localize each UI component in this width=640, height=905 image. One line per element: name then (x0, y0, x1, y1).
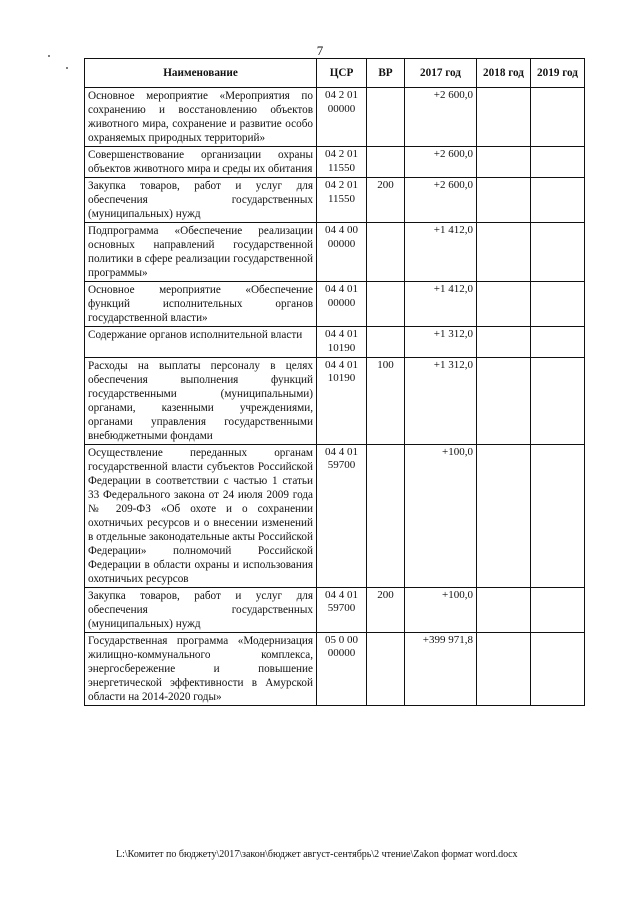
row-name: Государственная программа «Модернизация жилищно-коммунального комплекса, энергосбережение и повышение энергетической эффективности в Амурской области на 2014-2020 годы» (85, 632, 317, 705)
row-2017: +2 600,0 (405, 88, 477, 147)
header-csr: ЦСР (317, 59, 367, 88)
row-name: Совершенствование организации охраны объектов животного мира и среды их обитания (85, 147, 317, 178)
row-name: Закупка товаров, работ и услуг для обеспечения государственных (муниципальных) нужд (85, 587, 317, 632)
header-name: Наименование (85, 59, 317, 88)
table-row (85, 444, 585, 587)
row-vr (367, 223, 405, 282)
row-2018 (477, 444, 531, 587)
row-csr: 04 4 00 00000 (317, 223, 367, 282)
row-2018 (477, 178, 531, 223)
row-vr (367, 444, 405, 587)
table-row (85, 178, 585, 223)
row-2017: +2 600,0 (405, 178, 477, 223)
row-2019 (531, 357, 585, 444)
file-path-footer: L:\Комитет по бюджету\2017\закон\бюджет август-сентябрь\2 чтение\Zakon формат word.docx (116, 849, 518, 860)
row-vr: 200 (367, 587, 405, 632)
table-row (85, 147, 585, 178)
row-vr (367, 147, 405, 178)
row-csr: 04 4 01 10190 (317, 327, 367, 358)
row-2017: +1 312,0 (405, 357, 477, 444)
row-2019 (531, 587, 585, 632)
row-2017: +1 312,0 (405, 327, 477, 358)
table-row (85, 223, 585, 282)
row-2017: +100,0 (405, 444, 477, 587)
table-row (85, 587, 585, 632)
row-name: Осуществление переданных органам государственной власти субъектов Российской Федерации в соответствии с частью 1 статьи 33 Федерального закона от 24 июля 2009 года № 209-ФЗ «Об охоте и о сохранении охотничьих ресурсов и о внесении изменений в отдельные законодательные акты Российской Федерации» полномочий Российской Федерации в области охраны и использования охотничьих ресурсов (85, 444, 317, 587)
row-2017: +1 412,0 (405, 282, 477, 327)
row-2017: +2 600,0 (405, 147, 477, 178)
row-2019 (531, 223, 585, 282)
header-2018: 2018 год (477, 59, 531, 88)
table-row (85, 282, 585, 327)
row-vr (367, 282, 405, 327)
row-2019 (531, 632, 585, 705)
row-2018 (477, 632, 531, 705)
row-vr (367, 88, 405, 147)
row-2018 (477, 147, 531, 178)
row-2017: +100,0 (405, 587, 477, 632)
row-vr (367, 632, 405, 705)
row-2017: +1 412,0 (405, 223, 477, 282)
row-vr: 200 (367, 178, 405, 223)
row-name: Содержание органов исполнительной власти (85, 327, 317, 358)
budget-table (84, 58, 585, 706)
row-2019 (531, 327, 585, 358)
header-2019: 2019 год (531, 59, 585, 88)
row-csr: 04 2 01 00000 (317, 88, 367, 147)
row-csr: 04 2 01 11550 (317, 147, 367, 178)
row-name: Основное мероприятие «Мероприятия по сохранению и восстановлению объектов животного мира, сохранение и развитие особо охраняемых природных территорий» (85, 88, 317, 147)
row-csr: 04 4 01 59700 (317, 444, 367, 587)
row-csr: 04 4 01 10190 (317, 357, 367, 444)
row-name: Расходы на выплаты персоналу в целях обеспечения выполнения функций государственными (муниципальными) органами, казенными учреждениями, органами управления государственными внебюджетными фондами (85, 357, 317, 444)
row-vr: 100 (367, 357, 405, 444)
table-header-row (85, 59, 585, 88)
row-csr: 04 2 01 11550 (317, 178, 367, 223)
page-number: 7 (316, 43, 324, 58)
row-2017: +399 971,8 (405, 632, 477, 705)
row-2018 (477, 88, 531, 147)
row-csr: 05 0 00 00000 (317, 632, 367, 705)
row-2018 (477, 282, 531, 327)
row-name: Подпрограмма «Обеспечение реализации основных направлений государственной политики в сфере реализации государственной программы» (85, 223, 317, 282)
row-2018 (477, 327, 531, 358)
table-row (85, 357, 585, 444)
row-2019 (531, 282, 585, 327)
row-2019 (531, 444, 585, 587)
row-name: Закупка товаров, работ и услуг для обеспечения государственных (муниципальных) нужд (85, 178, 317, 223)
row-name: Основное мероприятие «Обеспечение функций исполнительных органов государственной власти» (85, 282, 317, 327)
row-2019 (531, 178, 585, 223)
row-2018 (477, 357, 531, 444)
row-2018 (477, 223, 531, 282)
row-2019 (531, 88, 585, 147)
header-vr: ВР (367, 59, 405, 88)
table-row (85, 632, 585, 705)
scan-speck (66, 67, 68, 69)
row-csr: 04 4 01 00000 (317, 282, 367, 327)
row-vr (367, 327, 405, 358)
table-row (85, 88, 585, 147)
scan-speck (48, 55, 50, 57)
table-row (85, 327, 585, 358)
row-2019 (531, 147, 585, 178)
header-2017: 2017 год (405, 59, 477, 88)
row-csr: 04 4 01 59700 (317, 587, 367, 632)
row-2018 (477, 587, 531, 632)
